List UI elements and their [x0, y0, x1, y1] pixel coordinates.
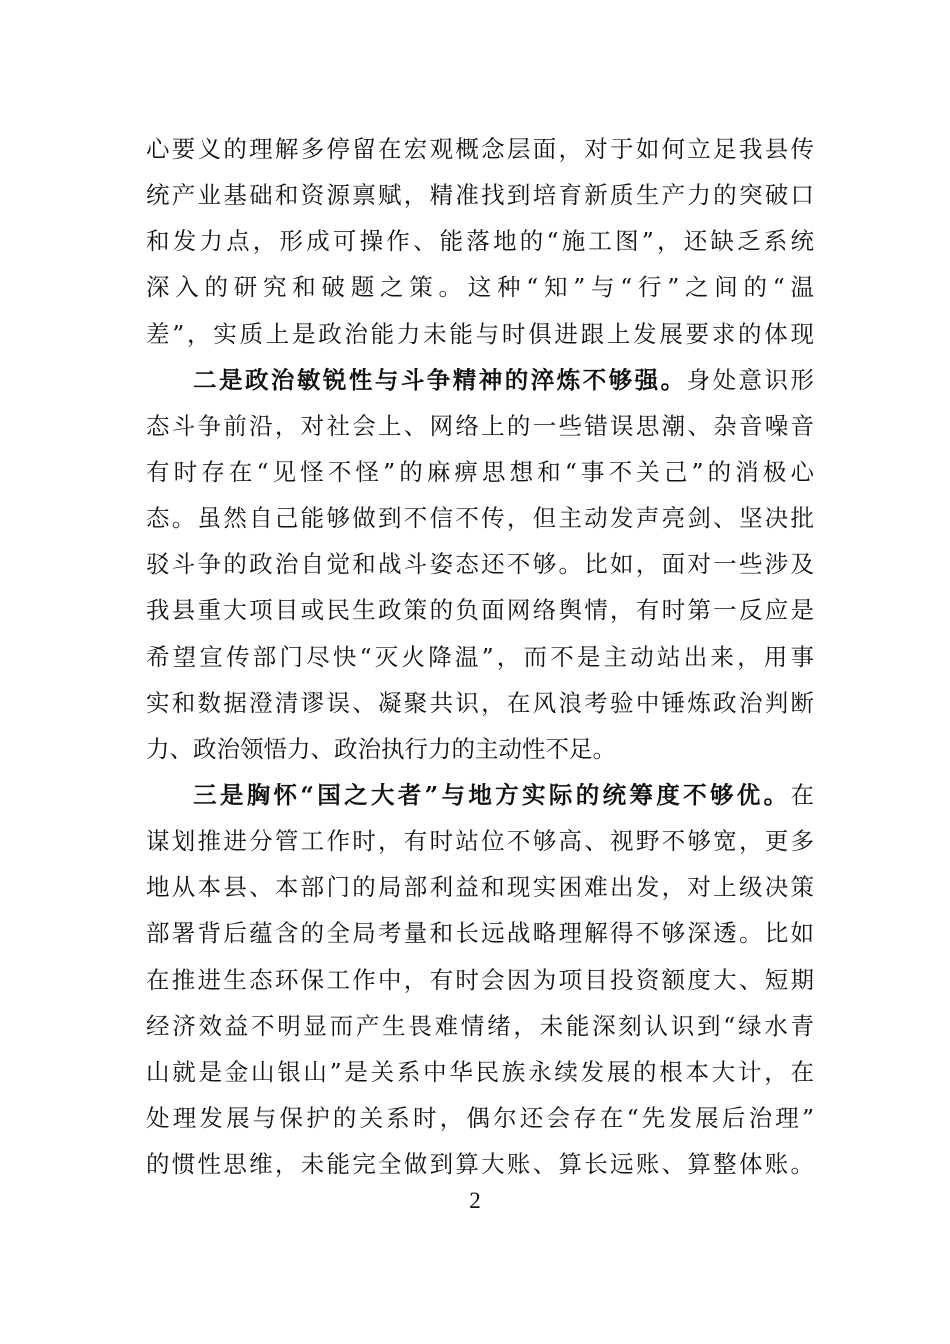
text-line: 山就是金山银山”是关系中华民族永续发展的根本大计，在 — [146, 1057, 814, 1086]
text-span: 身处意识形 — [686, 365, 815, 394]
text-line: 深入的研究和破题之策。这种“知”与“行”之间的“温 — [146, 273, 814, 302]
text-line: 统产业基础和资源禀赋，精准找到培育新质生产力的突破口 — [146, 181, 814, 210]
text-line: 心要义的理解多停留在宏观概念层面，对于如何立足我县传 — [146, 135, 814, 163]
text-line: 和发力点，形成可操作、能落地的“施工图”，还缺乏系统 — [146, 227, 814, 256]
paragraph-heading: 二是政治敏锐性与斗争精神的淬炼不够强。 — [193, 365, 687, 394]
text-line: 地从本县、本部门的局部利益和现实困难出发，对上级决策 — [146, 873, 814, 902]
paragraph-heading: 三是胸怀“国之大者”与地方实际的统筹度不够优。 — [193, 780, 791, 809]
text-line: 谋划推进分管工作时，有时站位不够高、视野不够宽，更多 — [146, 827, 814, 856]
paragraph-first-line — [146, 772, 814, 818]
page-number: 2 — [469, 1188, 481, 1213]
text-line: 我县重大项目或民生政策的负面网络舆情，有时第一反应是 — [146, 596, 814, 625]
text-line: 态斗争前沿，对社会上、网络上的一些错误思潮、杂音噪音 — [146, 411, 814, 440]
document-body — [146, 126, 814, 1187]
text-line: 在推进生态环保工作中，有时会因为项目投资额度大、短期 — [146, 965, 814, 994]
text-line: 的惯性思维，未能完全做到算大账、算长远账、算整体账。 — [146, 1150, 814, 1179]
text-line: 态。虽然自己能够做到不信不传，但主动发声亮剑、坚决批 — [146, 504, 814, 533]
text-line: 有时存在“见怪不怪”的麻痹思想和“事不关己”的消极心 — [146, 457, 814, 486]
text-line: 差”，实质上是政治能力未能与时俱进跟上发展要求的体现 — [146, 319, 814, 348]
paragraph-first-line — [146, 357, 814, 403]
text-span: 在 — [790, 780, 814, 809]
text-line: 经济效益不明显而产生畏难情绪，未能深刻认识到“绿水青 — [146, 1011, 814, 1040]
text-line: 部署背后蕴含的全局考量和长远战略理解得不够深透。比如 — [146, 919, 814, 948]
text-line: 驳斗争的政治自觉和战斗姿态还不够。比如，面对一些涉及 — [146, 550, 814, 579]
text-line: 希望宣传部门尽快“灭火降温”，而不是主动站出来，用事 — [146, 642, 814, 671]
text-line: 实和数据澄清谬误、凝聚共识，在风浪考验中锤炼政治判断 — [146, 688, 814, 717]
text-line: 力、政治领悟力、政治执行力的主动性不足。 — [146, 734, 616, 763]
text-line: 处理发展与保护的关系时，偶尔还会存在“先发展后治理” — [146, 1103, 814, 1132]
